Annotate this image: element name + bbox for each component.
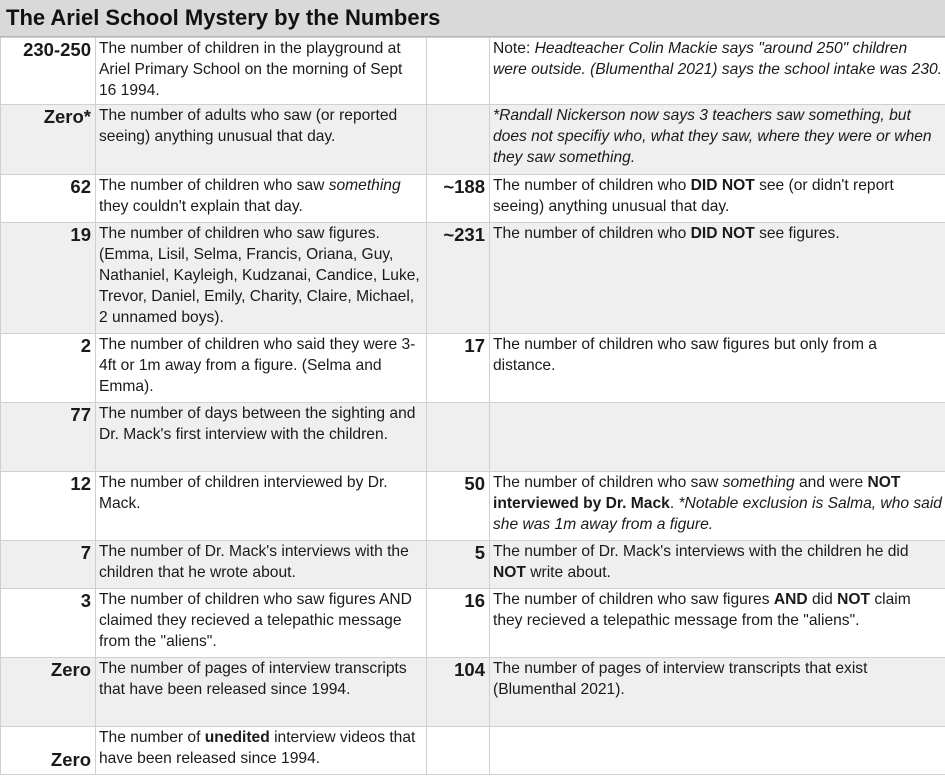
description-cell[interactable]	[490, 541, 945, 589]
table-row	[1, 403, 945, 472]
cell-text: they couldn't explain that day.	[99, 198, 303, 216]
cell-text: write about.	[525, 564, 611, 582]
cell-text: The number of Dr. Mack's interviews with the children that he wrote about.	[99, 543, 409, 582]
number-cell[interactable]: ~188	[427, 175, 490, 223]
description-cell[interactable]	[96, 727, 427, 775]
number-cell[interactable]: Zero	[1, 727, 96, 775]
number-cell[interactable]: 17	[427, 334, 490, 403]
cell-text-italic: Headteacher Colin Mackie says "around 250" children were outside. (Blumenthal 2021) says the school intake was 230.	[493, 40, 943, 78]
cell-text: claim they recieved a telepathic message from the "aliens".	[493, 591, 911, 630]
description-cell[interactable]	[490, 727, 945, 775]
table-row	[1, 589, 945, 658]
cell-text: The number of	[99, 729, 205, 747]
cell-text: did	[807, 591, 838, 609]
cell-text: see figures.	[754, 225, 840, 243]
table-row	[1, 727, 945, 775]
description-cell[interactable]	[490, 589, 945, 658]
cell-text: interview videos that have been released since 1994.	[99, 729, 416, 768]
table-row	[1, 334, 945, 403]
numbers-table	[0, 37, 945, 775]
description-cell[interactable]	[490, 38, 945, 105]
cell-text: The number of children who saw figures	[493, 591, 774, 609]
number-cell[interactable]: 5	[427, 541, 490, 589]
number-cell[interactable]: Zero*	[1, 105, 96, 175]
cell-text-bold: AND	[773, 591, 808, 609]
number-cell[interactable]: 50	[427, 472, 490, 541]
cell-text-bold: NOT	[837, 591, 871, 609]
description-cell[interactable]	[490, 403, 945, 472]
description-cell[interactable]	[96, 175, 427, 223]
description-cell[interactable]	[96, 658, 427, 727]
table-row	[1, 105, 945, 175]
number-cell[interactable]: 230-250	[1, 38, 96, 105]
table-row	[1, 223, 945, 334]
cell-text: and were	[794, 474, 868, 492]
cell-text-bold: unedited	[204, 729, 270, 747]
cell-text-italic: something	[328, 177, 401, 195]
table-row	[1, 541, 945, 589]
description-cell[interactable]	[490, 658, 945, 727]
cell-text-bold: NOT interviewed by Dr. Mack	[493, 474, 901, 513]
number-cell[interactable]: 62	[1, 175, 96, 223]
description-cell[interactable]	[490, 334, 945, 403]
cell-text: The number of children who said they were 3-4ft or 1m away from a figure. (Selma and Emma).	[99, 336, 416, 395]
cell-text-bold: DID NOT	[690, 225, 755, 243]
cell-text: The number of adults who saw (or reported seeing) anything unusual that day.	[99, 107, 398, 146]
number-cell[interactable]	[427, 38, 490, 105]
description-cell[interactable]	[96, 223, 427, 334]
table-row	[1, 472, 945, 541]
description-cell[interactable]	[96, 334, 427, 403]
description-cell[interactable]	[96, 541, 427, 589]
number-cell[interactable]: 104	[427, 658, 490, 727]
cell-text-bold: DID NOT	[690, 177, 755, 195]
cell-text-italic: something	[722, 474, 795, 492]
cell-text: The number of children who	[493, 225, 691, 243]
number-cell[interactable]	[427, 403, 490, 472]
cell-text: see (or didn't report seeing) anything unusual that day.	[493, 177, 894, 216]
cell-text: The number of pages of interview transcripts that have been released since 1994.	[99, 660, 407, 699]
cell-text: The number of children who	[493, 177, 691, 195]
cell-text: The number of children in the playground at Ariel Primary School on the morning of Sept 16 1994.	[99, 40, 403, 99]
number-cell[interactable]: ~231	[427, 223, 490, 334]
table-row	[1, 175, 945, 223]
cell-text: The number of children who saw	[493, 474, 723, 492]
table-row	[1, 658, 945, 727]
cell-text: The number of children who saw figures AND claimed they recieved a telepathic message from the "aliens".	[99, 591, 412, 650]
cell-text: The number of Dr. Mack's interviews with the children he did	[493, 543, 909, 561]
number-cell[interactable]: 12	[1, 472, 96, 541]
number-cell[interactable]: 19	[1, 223, 96, 334]
description-cell[interactable]	[96, 38, 427, 105]
cell-text-italic: *Notable exclusion is Salma, who said she was 1m away from a figure.	[493, 495, 942, 533]
table-row	[1, 38, 945, 105]
description-cell[interactable]	[96, 472, 427, 541]
cell-text: Note:	[493, 40, 535, 57]
description-cell[interactable]	[96, 589, 427, 658]
cell-text: The number of days between the sighting and Dr. Mack's first interview with the children.	[99, 405, 416, 444]
number-cell[interactable]: 7	[1, 541, 96, 589]
cell-text: .	[669, 495, 679, 513]
cell-text: The number of children who saw figures but only from a distance.	[493, 336, 877, 375]
cell-text: The number of children who saw	[99, 177, 329, 195]
number-cell[interactable]: 3	[1, 589, 96, 658]
cell-text-bold: NOT	[493, 564, 526, 582]
cell-text: The number of pages of interview transcripts that exist (Blumenthal 2021).	[493, 660, 868, 699]
description-cell[interactable]	[490, 175, 945, 223]
number-cell[interactable]: 77	[1, 403, 96, 472]
description-cell[interactable]	[490, 472, 945, 541]
number-cell[interactable]	[427, 105, 490, 175]
description-cell[interactable]	[490, 223, 945, 334]
cell-text: *Randall Nickerson now says 3 teachers saw something, but does not specifiy who, what they saw, where they were or when they saw something.	[493, 107, 932, 166]
description-cell[interactable]	[96, 403, 427, 472]
page-title: The Ariel School Mystery by the Numbers	[6, 5, 441, 30]
cell-text: The number of children who saw figures. (Emma, Lisil, Selma, Francis, Oriana, Guy, Nathaniel, Kayleigh, Kudzanai, Candice, Luke, Trevor, Daniel, Emily, Charity, Claire, Michael, 2 unnamed boys).	[99, 225, 420, 326]
title-bar	[0, 0, 945, 37]
number-cell[interactable]: 16	[427, 589, 490, 658]
number-cell[interactable]: Zero	[1, 658, 96, 727]
number-cell[interactable]: 2	[1, 334, 96, 403]
cell-text: The number of children interviewed by Dr. Mack.	[99, 474, 388, 513]
description-cell[interactable]	[490, 105, 945, 175]
description-cell[interactable]	[96, 105, 427, 175]
number-cell[interactable]	[427, 727, 490, 775]
